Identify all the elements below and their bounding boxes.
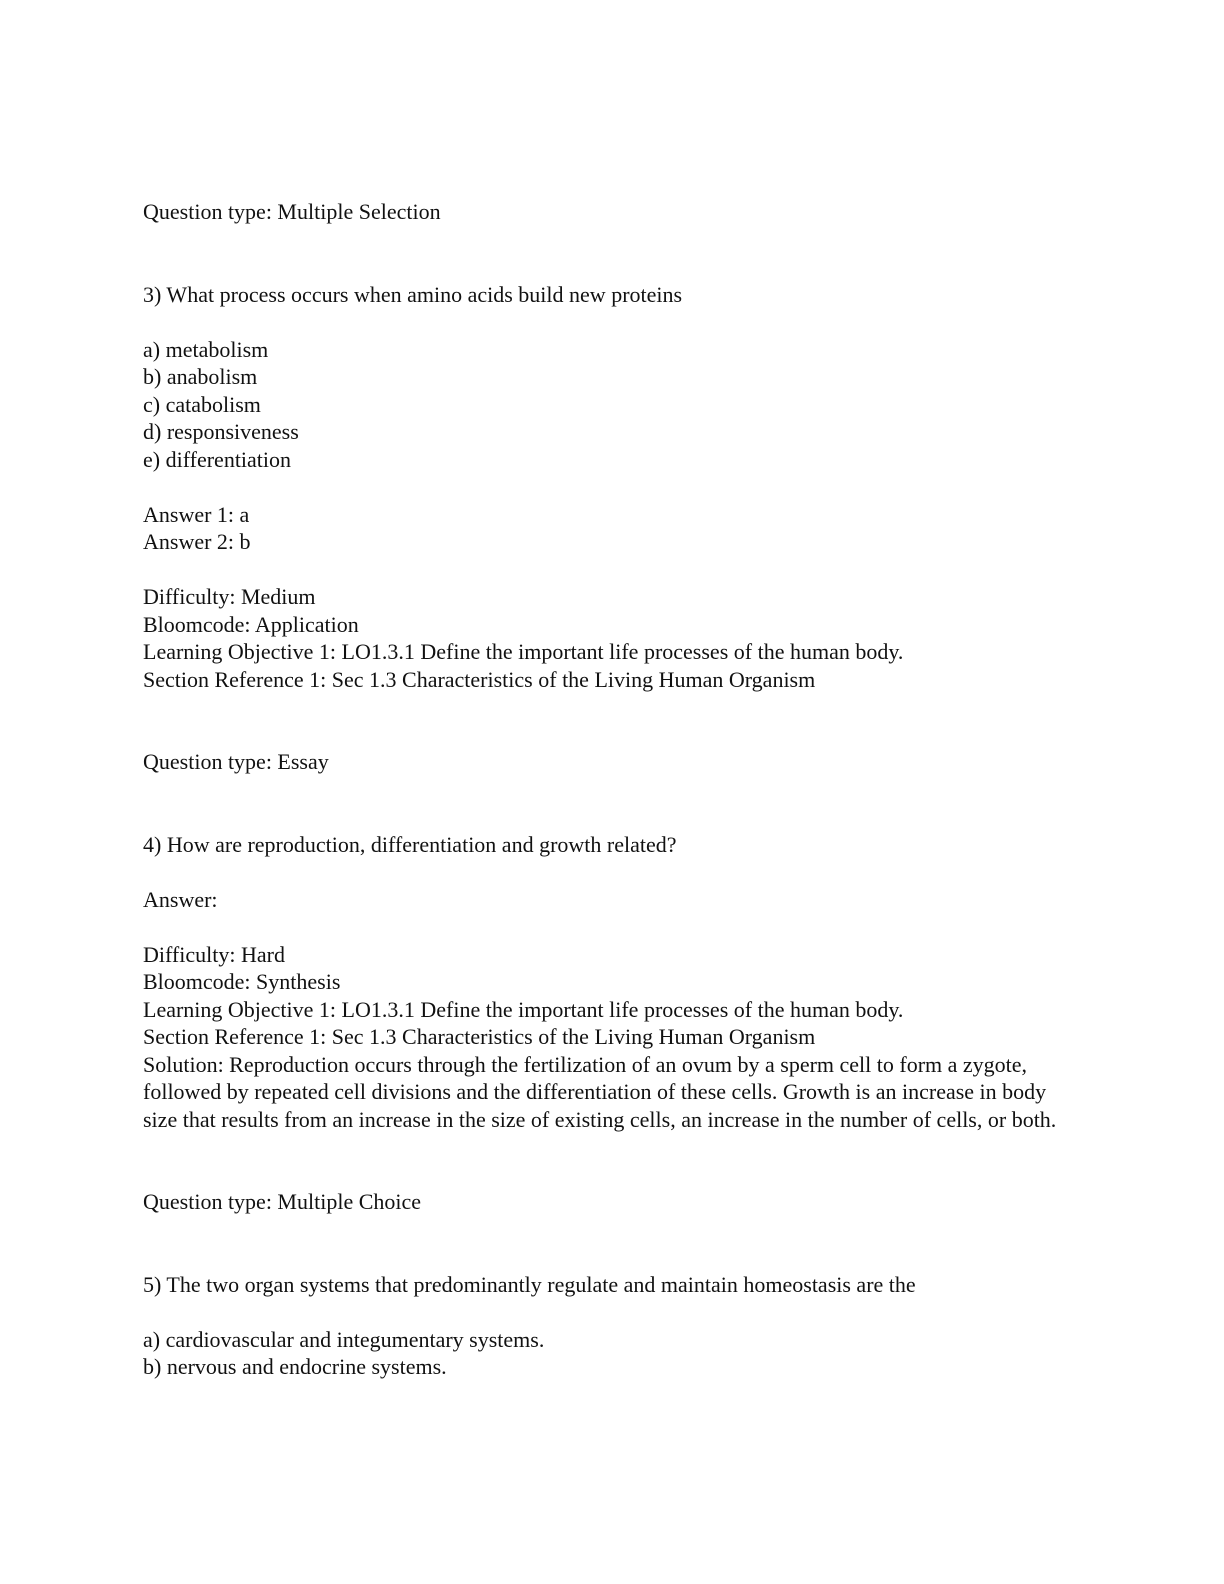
q5-option-b: b) nervous and endocrine systems. [143, 1354, 447, 1379]
q4-answer: Answer: [143, 886, 218, 912]
q3-option-c: c) catabolism [143, 391, 261, 417]
q4-question-text: 4) How are reproduction, differentiation and growth related? [143, 831, 677, 857]
q4-question-type: Question type: Essay [143, 749, 329, 774]
q3-answer-2: Answer 2: b [143, 529, 251, 554]
q5-question-text: 5) The two organ systems that predominantly regulate and maintain homeostasis are the [143, 1271, 916, 1297]
q4-section-reference: Section Reference 1: Sec 1.3 Characteristics of the Living Human Organism [143, 1024, 816, 1049]
q3-difficulty: Difficulty: Medium [143, 584, 316, 609]
q5-options-list [143, 1326, 1083, 1381]
q3-bloomcode: Bloomcode: Application [143, 611, 359, 637]
q4-bloomcode: Bloomcode: Synthesis [143, 969, 341, 994]
q3-learning-objective: Learning Objective 1: LO1.3.1 Define the important life processes of the human body. [143, 639, 904, 664]
q3-question-type: Question type: Multiple Selection [143, 199, 441, 224]
document-page [143, 198, 1083, 1381]
q3-question-text: 3) What process occurs when amino acids build new proteins [143, 281, 683, 307]
q4-difficulty: Difficulty: Hard [143, 941, 285, 967]
q3-option-d: d) responsiveness [143, 419, 299, 444]
q4-solution: Solution: Reproduction occurs through the fertilization of an ovum by a sperm cell to form a zygote, followed by repeated cell divisions and the differentiation of these cells. Growth is an increase in body size that results from an increase in the size of existing cells, an increase in the number of cells, or both. [143, 1051, 1057, 1132]
q3-option-e: e) differentiation [143, 446, 292, 472]
q3-option-a: a) metabolism [143, 336, 269, 362]
q5-question-type: Question type: Multiple Choice [143, 1189, 422, 1214]
q3-option-b: b) anabolism [143, 364, 258, 389]
q3-section-reference: Section Reference 1: Sec 1.3 Characteristics of the Living Human Organism [143, 666, 816, 692]
q3-answer-1: Answer 1: a [143, 501, 250, 527]
q4-learning-objective: Learning Objective 1: LO1.3.1 Define the important life processes of the human body. [143, 996, 904, 1022]
q5-option-a: a) cardiovascular and integumentary systems. [143, 1326, 545, 1352]
q3-options-list [143, 336, 1083, 474]
